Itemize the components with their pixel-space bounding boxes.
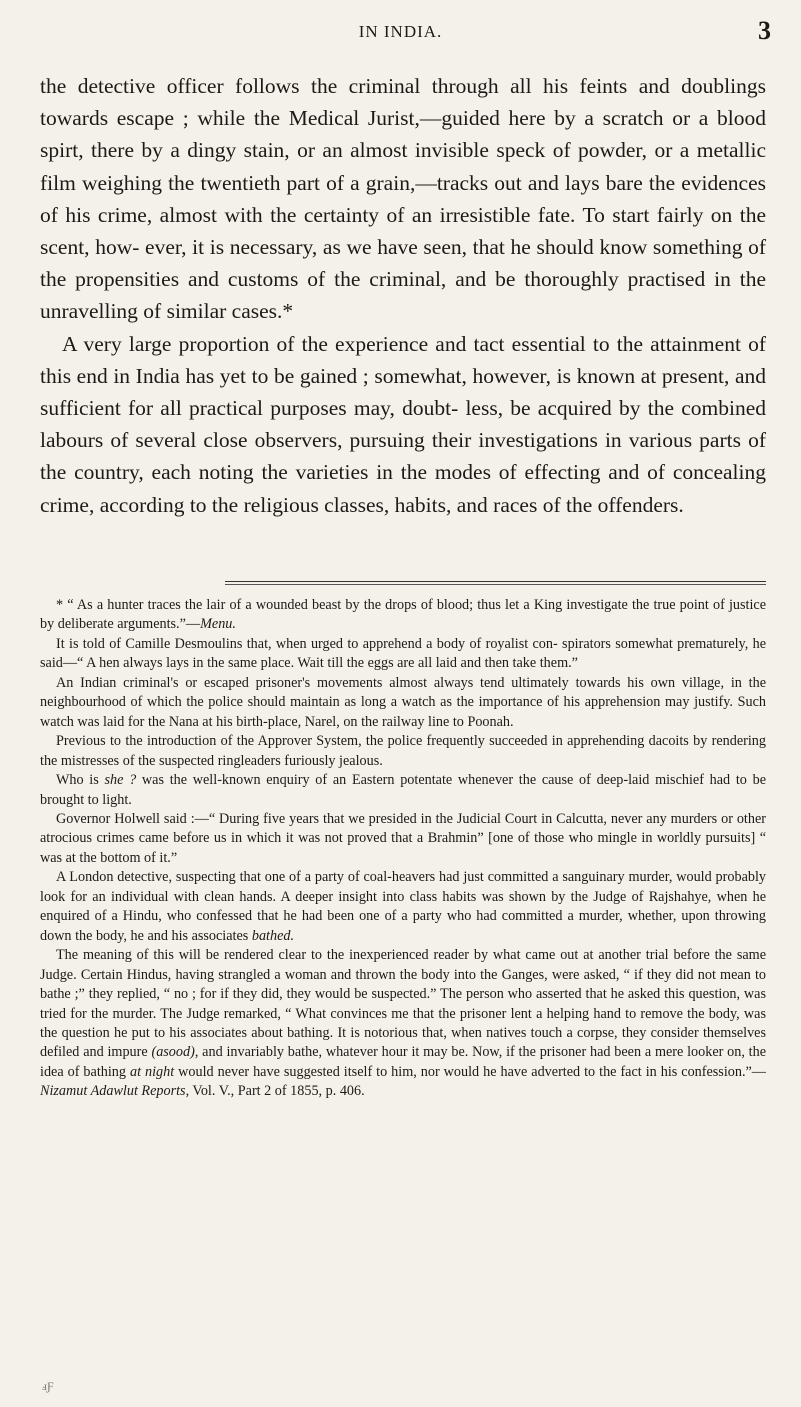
- main-text: [40, 70, 766, 521]
- footnote-rule-inner: [225, 584, 766, 585]
- footnote-8-b: , and invariably bathe, whatever hour it may be. Now, if the prisoner had been a mere looker on, the idea of bathing: [40, 1044, 767, 1080]
- footnote-8-em-1: (asood): [151, 1044, 195, 1061]
- footnote-1: [40, 596, 766, 635]
- footnote-7-a: A London detective, suspecting that one of a party of coal-heavers had just committed a sanguinary murder, would probably look for an individual with clean hands. A deeper insight into class habits was shown by the Judge of Rajshahye, when he enquired of a Hindu, who confessed that he had been one of a party who had committed a murder, whether, upon throwing down the body, he and his associates: [40, 869, 766, 944]
- signature-mark: ⅎƑ: [42, 1379, 54, 1393]
- running-head: [0, 16, 801, 52]
- footnote-8-source: Nizamut Adawlut Reports: [40, 1083, 186, 1100]
- paragraph-2: A very large proportion of the experience and tact essential to the attainment of this end in India has yet to be gained ; somewhat, however, is known at present, and sufficient for all practical purposes may, doubt- less, be acquired by the combined labours of several close observers, pursuing their investigations in various parts of the country, each noting the varieties in the modes of effecting and of concealing crime, according to the religious classes, habits, and races of the offenders.: [40, 331, 766, 517]
- footnote-8: [40, 946, 766, 1102]
- footnote-8-d: , Vol. V., Part 2 of 1855, p. 406.: [185, 1083, 365, 1100]
- footnote-4: Previous to the introduction of the Approver System, the police frequently succeeded in apprehending dacoits by rendering the mistresses of the suspected ringleaders furiously jealous.: [40, 733, 766, 769]
- footnote-rule: [225, 581, 766, 582]
- footnote-7-em: bathed.: [251, 927, 295, 944]
- footnote-3: An Indian criminal's or escaped prisoner's movements almost always tend ultimately towards his own village, in the neighbourhood of which the police should maintain as long a watch as the importance of his apprehension may justify. Such watch was laid for the Nana at his birth-place, Narel, on the railway line to Poonah.: [40, 674, 766, 730]
- footnote-6: Governor Holwell said :—“ During five years that we presided in the Judicial Court in Calcutta, never any murders or other atrocious crimes came before us in which it was not proved that a Brahmin” [one of those who mingle in worldly pursuits] “ was at the bottom of it.”: [40, 810, 766, 866]
- footnotes: [40, 596, 766, 1102]
- footnote-8-em-2: at night: [129, 1063, 175, 1080]
- footnote-7: [40, 868, 766, 946]
- paragraph-1: the detective officer follows the criminal through all his feints and doublings towards escape ; while the Medical Jurist,—guided here by a scratch or a blood spirt, there by a dingy stain, or an almost invisible speck of powder, or a metallic film weighing the twentieth part of a grain,—tracks out and lays bare the evidences of his crime, almost with the certainty of an irresistible fate. To start fairly on the scent, how- ever, it is necessary, as we have seen, that he should know something of the propensities and customs of the criminal, and be thoroughly practised in the unravelling of similar cases.*: [40, 74, 766, 324]
- footnote-5-a: Who is: [56, 772, 105, 789]
- footnote-5: [40, 771, 766, 810]
- footnote-8-a: The meaning of this will be rendered clear to the inexperienced reader by what came out at another trial before the same Judge. Certain Hindus, having strangled a woman and thrown the body into the Ganges, were asked, “ if they did not mean to bathe ;” they replied, “ no ; for if they did, they would be suspected.” The person who asserted that he asked this question, was tried for the murder. The Judge remarked, “ What convinces me that the prisoner lent a helping hand to remove the body, was the question he put to his associates about bathing. It is notorious that, when natives touch a corpse, they consider themselves defiled and impure: [40, 947, 766, 1061]
- running-title: IN INDIA.: [358, 22, 443, 41]
- footnote-8-c: would never have suggested itself to him, nor would he have adverted to the fact in his confession.”—: [174, 1063, 766, 1080]
- page-number: 3: [758, 16, 771, 45]
- footnote-5-b: was the well-known enquiry of an Eastern potentate whenever the cause of deep-laid mischief had to be brought to light.: [40, 772, 766, 808]
- footnote-1-text: * “ As a hunter traces the lair of a wounded beast by the drops of blood; thus let a King investigate the true point of justice by deliberate arguments.”—: [40, 597, 766, 633]
- footnote-1-source: Menu.: [200, 616, 236, 633]
- footnote-2: It is told of Camille Desmoulins that, when urged to apprehend a body of royalist con- spirators somewhat prematurely, he said—“ A hen always lays in the same place. Wait till the eggs are all laid and then take them.”: [40, 635, 766, 672]
- footnote-5-em: she ?: [104, 772, 137, 789]
